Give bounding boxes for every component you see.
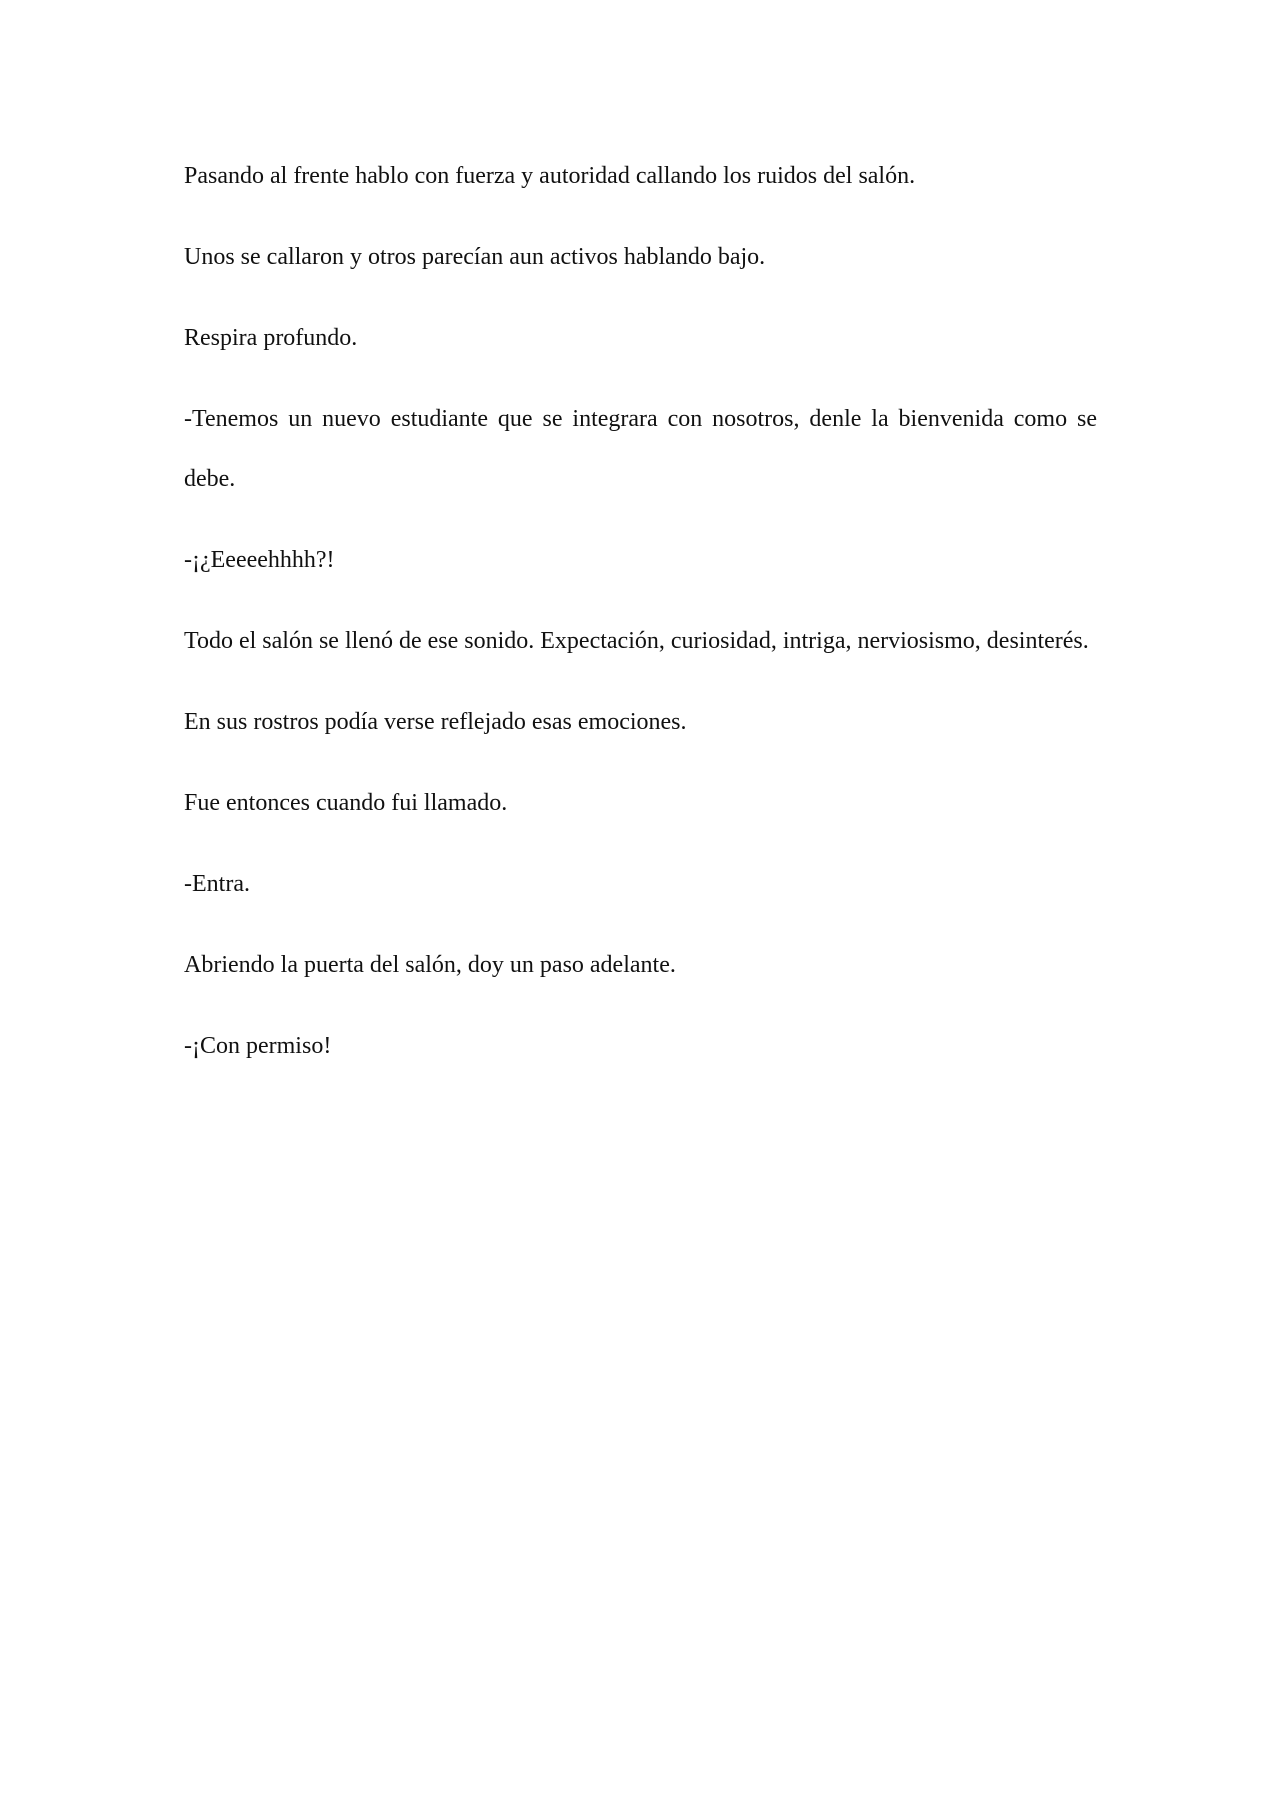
paragraph: Abriendo la puerta del salón, doy un paso adelante. (184, 952, 676, 978)
document-body (184, 146, 1097, 1076)
paragraph: Respira profundo. (184, 325, 358, 351)
paragraph: En sus rostros podía verse reflejado esas emociones. (184, 709, 687, 735)
paragraph: Fue entonces cuando fui llamado. (184, 790, 508, 816)
paragraph: -¡¿Eeeeehhhh?! (184, 547, 335, 573)
paragraph: -Tenemos un nuevo estudiante que se integrara con nosotros, denle la bienvenida como se debe. (184, 406, 1097, 492)
paragraph: -Entra. (184, 871, 250, 897)
paragraph: Pasando al frente hablo con fuerza y autoridad callando los ruidos del salón. (184, 163, 916, 189)
paragraph: Unos se callaron y otros parecían aun activos hablando bajo. (184, 244, 766, 270)
paragraph: -¡Con permiso! (184, 1033, 332, 1059)
paragraph: Todo el salón se llenó de ese sonido. Expectación, curiosidad, intriga, nerviosismo, desinterés. (184, 628, 1089, 654)
